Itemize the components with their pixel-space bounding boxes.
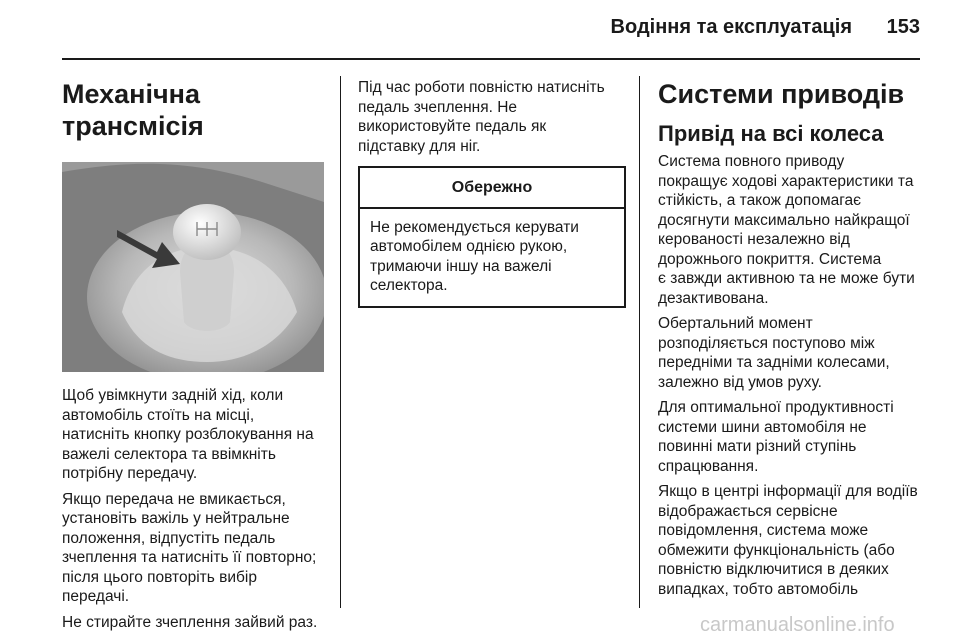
column-divider: [340, 76, 341, 608]
paragraph: Під час роботи повністю натисніть педаль зчеплення. Не використовуйте педаль як підставку для ніг.: [358, 79, 605, 155]
page-number: 153: [886, 16, 920, 38]
column-3: [658, 78, 926, 605]
paragraph: Система повного приводу покращує ходові характеристики та стійкість, а також допомагає досягнути максимально найкращої керованості незалежно від дорожнього покриття. Система є завжди активною та не може бути дезактивована.: [658, 153, 915, 307]
caution-text: Не рекомендується керувати автомобілем однією рукою, тримаючи іншу на важелі селектора.: [370, 218, 579, 294]
running-header: Водіння та експлуатація: [610, 16, 852, 38]
section-title: Системи приводів: [658, 79, 905, 109]
paragraph: Не стирайте зчеплення зайвий раз.: [62, 613, 318, 631]
gear-shifter-illustration: [62, 162, 324, 372]
column-divider: [639, 76, 640, 608]
subsection-title: Привід на всі колеса: [658, 121, 884, 146]
watermark: carmanualsonline.info: [700, 614, 895, 636]
column-2: [358, 78, 626, 308]
caution-box: [358, 166, 626, 308]
paragraph: Щоб увімкнути задній хід, коли автомобіль стоїть на місці, натисніть кнопку розблокування на важелі селектора та ввімкніть потрібну передачу.: [62, 387, 314, 482]
header-rule: [62, 58, 920, 60]
paragraph: Якщо передача не вмикається, установіть важіль у нейтральне положення, відпустіть педаль зчеплення та натисніть її повторно; після цього повторіть вибір передачі.: [62, 490, 317, 605]
column-1: [62, 78, 330, 638]
section-title: Механічна трансмісія: [62, 79, 204, 141]
caution-heading: Обережно: [360, 168, 624, 209]
paragraph: Якщо в центрі інформації для водіїв відображається сервісне повідомлення, система може обмежити функціональність (або повністю відключитися в деяких випадках, тобто автомобіль: [658, 483, 918, 598]
gear-shifter-figure: [62, 162, 324, 372]
paragraph: Обертальний момент розподіляється поступово між передніми та задніми колесами, залежно від умов руху.: [658, 315, 890, 391]
paragraph: Для оптимальної продуктивності системи шини автомобіля не повинні мати різний ступінь спрацювання.: [658, 399, 894, 475]
